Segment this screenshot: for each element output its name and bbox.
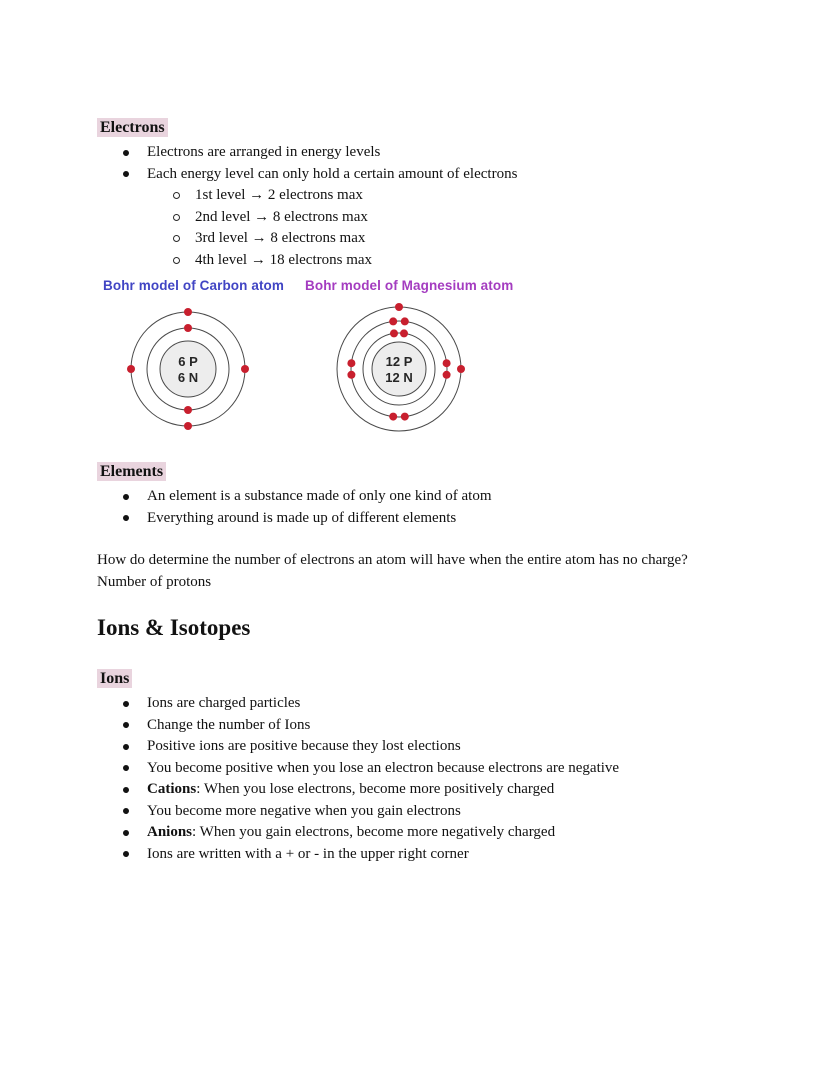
electron-dot <box>457 365 465 373</box>
bullet-marker-icon <box>123 701 129 707</box>
electron-dot <box>400 329 408 337</box>
bohr-model-caption: Bohr model of Magnesium atom <box>305 278 514 293</box>
electron-dot <box>348 371 356 379</box>
bohr-model-diagram <box>123 304 253 434</box>
electron-dot <box>395 303 403 311</box>
sub-bullet-marker-icon <box>173 214 180 221</box>
bohr-models-row <box>97 278 740 439</box>
ions-section <box>97 669 740 865</box>
bullet-item <box>97 715 740 737</box>
bullet-text: Ions are charged particles <box>147 695 301 711</box>
bullet-text: You become positive when you lose an electron because electrons are negative <box>147 759 620 776</box>
bullet-text: Each energy level can only hold a certain amount of electrons <box>147 165 518 182</box>
bullet-marker-icon <box>123 171 129 177</box>
bullet-marker-icon <box>123 515 129 521</box>
sub-bullet-marker-icon <box>173 192 180 199</box>
heading-highlight: Electrons <box>97 118 168 137</box>
section-heading-electrons <box>97 118 740 137</box>
bullet-list <box>97 486 740 529</box>
sub-bullet-item <box>147 207 740 229</box>
bullet-text: Positive ions are positive because they lost elections <box>147 738 461 754</box>
sub-bullet-item <box>147 185 740 207</box>
bullet-marker-icon <box>123 830 129 836</box>
bullet-item <box>97 142 740 164</box>
bullet-marker-icon <box>123 722 129 728</box>
electron-dot <box>443 371 451 379</box>
heading-highlight: Elements <box>97 462 166 481</box>
electron-dot <box>127 365 135 373</box>
ions-bullet-list-host <box>97 693 740 865</box>
bullet-item <box>97 486 740 508</box>
electron-dot <box>184 308 192 316</box>
electrons-bullet-list-host <box>97 142 740 271</box>
nucleus-label: 12 N <box>385 370 413 385</box>
bullet-text: Ions are written with a + or - in the upper right corner <box>147 845 469 862</box>
bullet-text: 3rd level → 8 electrons max <box>195 230 366 246</box>
bullet-marker-icon <box>123 765 129 771</box>
bullet-item <box>97 822 740 844</box>
electron-dot <box>184 422 192 430</box>
electron-dot <box>348 359 356 367</box>
main-heading: Ions & Isotopes <box>97 615 251 640</box>
bullet-list <box>97 693 740 865</box>
electron-dot <box>389 413 397 421</box>
bullet-item <box>97 801 740 823</box>
bullet-text: An element is a substance made of only one kind of atom <box>147 488 492 504</box>
bohr-model-caption: Bohr model of Carbon atom <box>103 278 284 293</box>
bullet-text: Everything around is made up of different elements <box>147 509 457 526</box>
bullet-item <box>97 779 740 801</box>
bullet-text: 4th level → 18 electrons max <box>195 251 373 268</box>
section-heading-ions <box>97 669 740 688</box>
bullet-item <box>97 693 740 715</box>
bohr-model-figure <box>103 278 284 439</box>
bullet-item <box>97 508 740 530</box>
electron-dot <box>389 317 397 325</box>
bullet-marker-icon <box>123 744 129 750</box>
bullet-marker-icon <box>123 494 129 500</box>
question-paragraph: How do determine the number of electrons an atom will have when the entire atom has no charge? Number of protons <box>97 552 688 590</box>
elements-section <box>97 462 740 529</box>
bullet-text: Anions: When you gain electrons, become more negatively charged <box>147 824 556 840</box>
bullet-item <box>97 736 740 758</box>
bullet-marker-icon <box>123 808 129 814</box>
bullet-text: Electrons are arranged in energy levels <box>147 144 381 160</box>
elements-bullet-list-host <box>97 486 740 529</box>
electron-dot <box>184 406 192 414</box>
bullet-item <box>97 844 740 866</box>
bullet-marker-icon <box>123 851 129 857</box>
bullet-item <box>97 758 740 780</box>
nucleus-label: 12 P <box>385 354 413 369</box>
electron-dot <box>241 365 249 373</box>
bullet-marker-icon <box>123 150 129 156</box>
sub-bullet-item <box>147 228 740 250</box>
section-heading-elements <box>97 462 740 481</box>
bullet-list <box>97 142 740 271</box>
bullet-text: Cations: When you lose electrons, become more positively charged <box>147 781 555 797</box>
bullet-item <box>97 164 740 272</box>
electrons-section <box>97 118 740 271</box>
sub-bullet-marker-icon <box>173 257 180 264</box>
sub-bullet-marker-icon <box>173 235 180 242</box>
bullet-text: 1st level → 2 electrons max <box>195 187 363 203</box>
bohr-model-figure <box>305 278 513 439</box>
nucleus-label: 6 N <box>177 370 198 385</box>
nucleus-circle <box>160 341 216 397</box>
nucleus-circle <box>372 342 426 396</box>
bullet-text: Change the number of Ions <box>147 716 311 733</box>
electron-dot <box>443 359 451 367</box>
bullet-marker-icon <box>123 787 129 793</box>
nucleus-label: 6 P <box>177 354 198 369</box>
electron-dot <box>390 329 398 337</box>
bohr-model-diagram <box>329 299 469 439</box>
sub-bullet-item <box>147 250 740 272</box>
bullet-text: 2nd level → 8 electrons max <box>195 208 368 225</box>
bullet-text: You become more negative when you gain electrons <box>147 802 461 819</box>
sub-bullet-list <box>147 185 740 271</box>
electron-dot <box>401 317 409 325</box>
heading-highlight: Ions <box>97 669 132 688</box>
electron-dot <box>184 324 192 332</box>
electron-dot <box>401 413 409 421</box>
